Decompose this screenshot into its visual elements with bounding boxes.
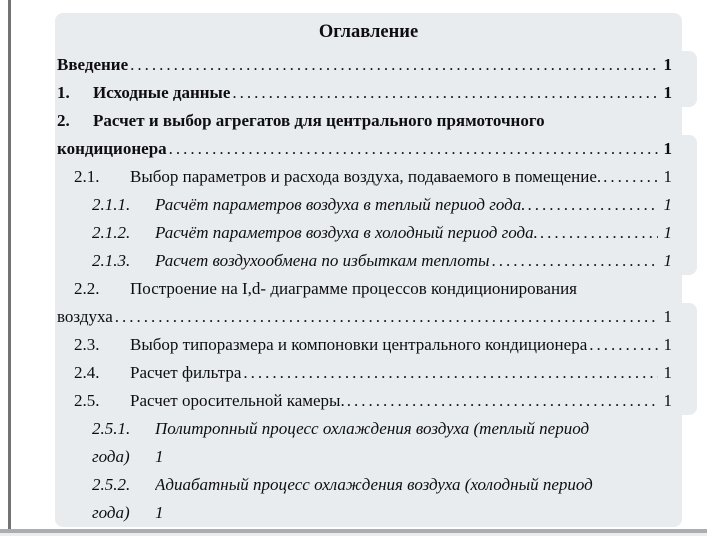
toc-title-text: Оглавление: [318, 22, 419, 42]
toc-entry-2-3[interactable]: [55, 331, 697, 359]
entry-number: 2.: [57, 111, 70, 130]
entry-text: Расчёт параметров воздуха в теплый период года.: [155, 195, 526, 214]
toc-title[interactable]: [55, 13, 682, 51]
entry-text: Выбор типоразмера и компоновки центрального кондиционера: [130, 335, 588, 354]
entry-text: Расчет воздухообмена по избыткам теплоты: [155, 251, 490, 270]
page-number: 1: [663, 55, 672, 74]
dot-leader: [130, 51, 658, 79]
entry-text: Выбор параметров и расхода воздуха, подаваемого в помещение.: [130, 167, 602, 186]
entry-number: 2.1.3.: [92, 251, 131, 270]
dot-leader: [243, 359, 658, 387]
entry-number: 2.5.1.: [92, 419, 131, 438]
entry-text: Политропный процесс охлаждения воздуха (теплый период: [155, 419, 590, 438]
toc-entry-vvedenie[interactable]: [55, 51, 697, 79]
entry-text: Расчет оросительной камеры.: [130, 391, 345, 410]
entry-number: 2.1.: [74, 167, 100, 186]
entry-text: года): [92, 503, 130, 522]
dot-leader: [527, 191, 658, 219]
page-number: 1: [663, 391, 672, 410]
entry-number: 1.: [57, 83, 70, 102]
toc-entry-2-1-2[interactable]: [55, 219, 697, 247]
toc-field[interactable]: [55, 13, 682, 527]
page-number: 1: [663, 139, 672, 158]
toc-entry-2-1-3[interactable]: [55, 247, 697, 275]
page-number: 1: [663, 195, 672, 214]
toc-entry-2-5-1-line2[interactable]: [55, 443, 682, 471]
dot-leader: [603, 163, 658, 191]
entry-number: 2.5.2.: [92, 475, 131, 494]
entry-text: Расчёт параметров воздуха в холодный период года.: [155, 223, 538, 242]
toc-entry-2-line2[interactable]: [55, 135, 697, 163]
toc-entry-2-2-line1[interactable]: [55, 275, 682, 303]
page-number: 1: [663, 251, 672, 270]
entry-text: года): [92, 447, 130, 466]
toc-entry-2-1[interactable]: [55, 163, 697, 191]
toc-entry-2-5[interactable]: [55, 387, 697, 415]
toc-entry-2-5-2-line1[interactable]: [55, 471, 682, 499]
entry-text: Построение на I,d- диаграмме процессов кондиционирования: [130, 279, 577, 298]
entry-text: кондиционера: [57, 139, 167, 158]
dot-leader: [347, 387, 658, 415]
page-number: 1: [663, 83, 672, 102]
entry-text: Введение: [57, 55, 129, 74]
toc-entry-2-4[interactable]: [55, 359, 697, 387]
dot-leader: [232, 79, 658, 107]
entry-text: Исходные данные: [93, 83, 231, 102]
entry-number: 2.1.1.: [92, 195, 131, 214]
page-number: 1: [155, 447, 164, 466]
page-number: 1: [663, 307, 672, 326]
toc-entry-2-2-line2[interactable]: [55, 303, 697, 331]
toc-entry-2-line1[interactable]: [55, 107, 682, 135]
dot-leader: [589, 331, 658, 359]
entry-number: 2.1.2.: [92, 223, 131, 242]
dot-leader: [115, 303, 658, 331]
dot-leader: [169, 135, 658, 163]
entry-number: 2.5.: [74, 391, 100, 410]
entry-number: 2.3.: [74, 335, 100, 354]
page-number: 1: [663, 335, 672, 354]
page-number: 1: [663, 223, 672, 242]
toc-entry-2-5-1-line1[interactable]: [55, 415, 682, 443]
page-number: 1: [663, 167, 672, 186]
toc-entry-1[interactable]: [55, 79, 697, 107]
entry-number: 2.2.: [74, 279, 100, 298]
toc-entry-2-5-2-line2[interactable]: [55, 499, 682, 527]
page-left-edge: [8, 0, 11, 530]
entry-text: Расчет фильтра: [130, 363, 242, 382]
entry-number: 2.4.: [74, 363, 100, 382]
entry-text: Расчет и выбор агрегатов для центрального прямоточного: [93, 111, 545, 130]
toc-entry-2-1-1[interactable]: [55, 191, 697, 219]
dot-leader: [540, 219, 658, 247]
page-number: 1: [155, 503, 164, 522]
entry-text: воздуха: [57, 307, 113, 326]
page-number: 1: [663, 363, 672, 382]
dot-leader: [492, 247, 658, 275]
entry-text: Адиабатный процесс охлаждения воздуха (холодный период: [155, 475, 593, 494]
